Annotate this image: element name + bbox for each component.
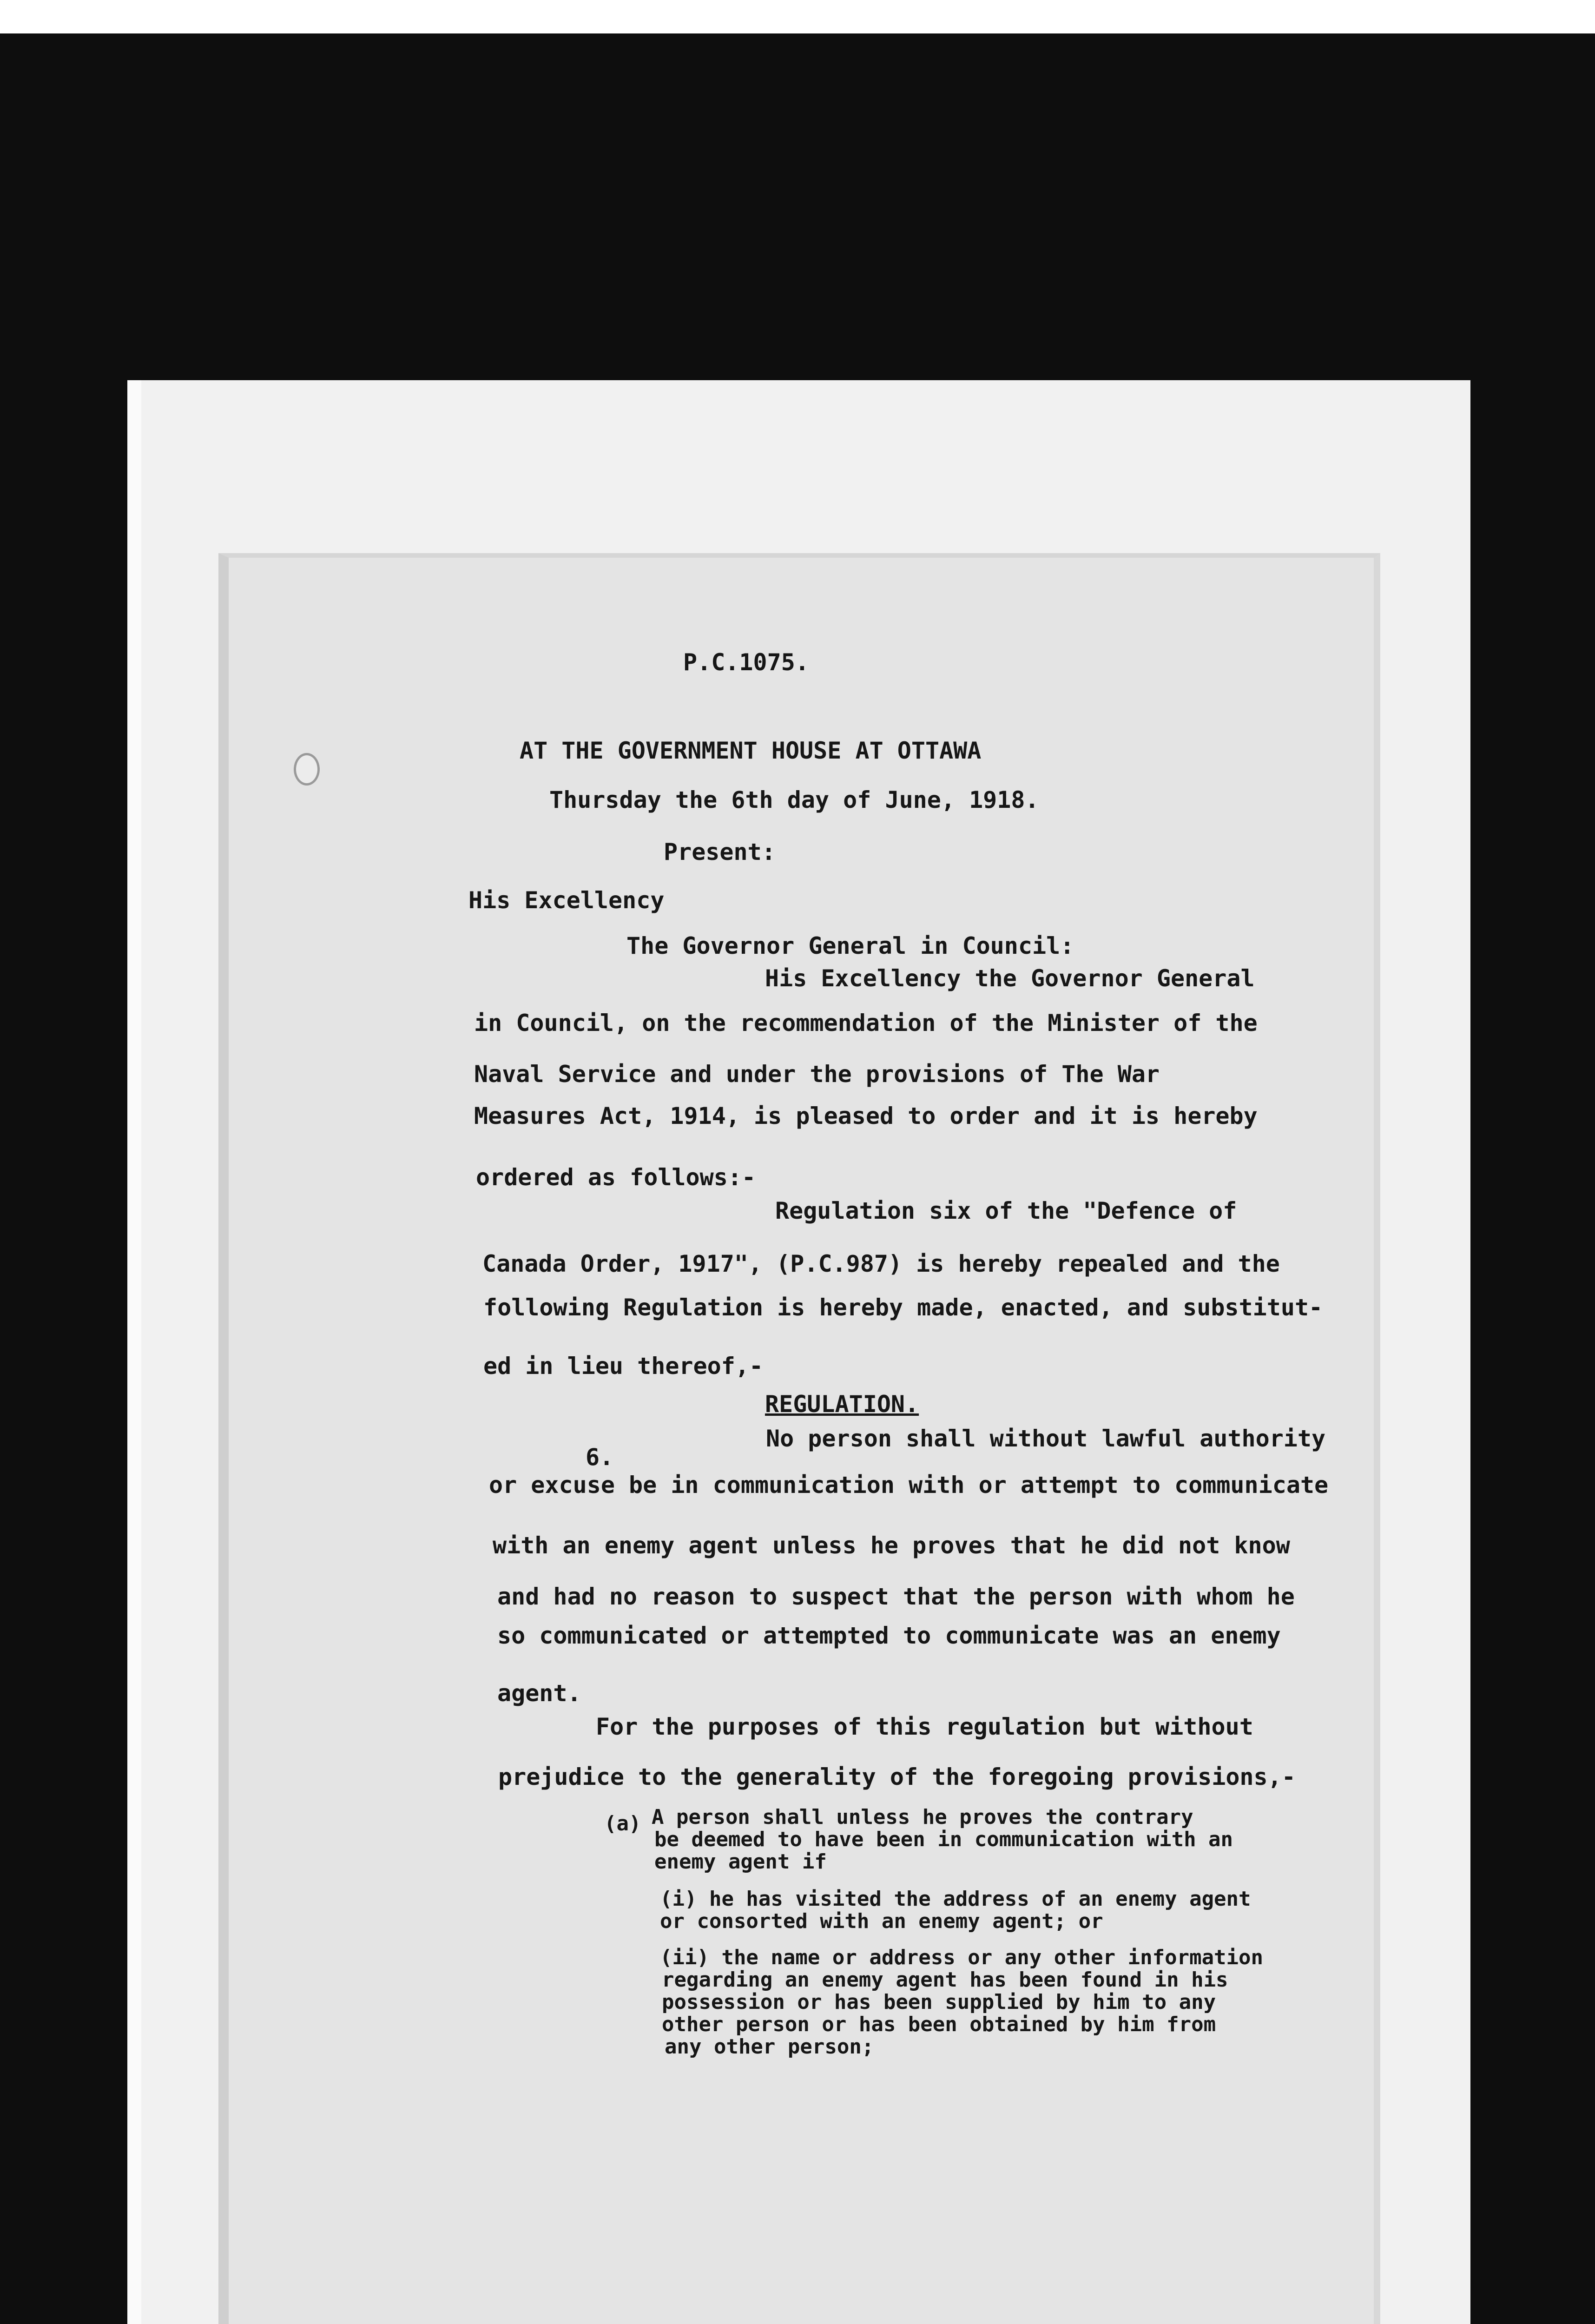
- regulation-line: and had no reason to suspect that the person with whom he: [497, 1583, 1295, 1610]
- sub-clause-ii-line: any other person;: [665, 2035, 874, 2059]
- regulation-line: with an enemy agent unless he proves that he did not know: [493, 1532, 1290, 1559]
- order-number: P.C.1075.: [683, 649, 809, 676]
- regulation-line: or excuse be in communication with or attempt to communicate: [489, 1472, 1329, 1499]
- place-line: AT THE GOVERNMENT HOUSE AT OTTAWA: [520, 737, 982, 764]
- body-line: Naval Service and under the provisions of The War: [474, 1061, 1160, 1088]
- body-line: His Excellency the Governor General: [765, 965, 1255, 992]
- purposes-line: For the purposes of this regulation but without: [596, 1713, 1253, 1740]
- sub-clause-ii-line: (ii) the name or address or any other information: [660, 1946, 1264, 1969]
- regulation-line: so communicated or attempted to communicate was an enemy: [497, 1622, 1281, 1649]
- date-line: Thursday the 6th day of June, 1918.: [549, 786, 1039, 813]
- purposes-line: prejudice to the generality of the foregoing provisions,-: [498, 1763, 1296, 1790]
- sub-clause-ii-line: regarding an enemy agent has been found in his: [662, 1968, 1228, 1992]
- punch-hole: [294, 753, 320, 786]
- sub-clause-ii-line: other person or has been obtained by him from: [662, 2013, 1216, 2036]
- sub-clause-ii-line: possession or has been supplied by him to any: [662, 1990, 1216, 2014]
- body-line: Measures Act, 1914, is pleased to order and it is hereby: [474, 1103, 1258, 1129]
- body-line: following Regulation is hereby made, enacted, and substitut-: [483, 1294, 1323, 1321]
- governor-in-council: The Governor General in Council:: [626, 932, 1074, 959]
- his-excellency: His Excellency: [468, 887, 665, 914]
- regulation-heading: REGULATION.: [765, 1391, 919, 1418]
- clause-a-label: (a): [604, 1812, 641, 1835]
- clause-a-line: enemy agent if: [654, 1850, 827, 1874]
- body-line: Regulation six of the "Defence of: [775, 1197, 1237, 1224]
- clause-a-line: be deemed to have been in communication with an: [654, 1828, 1233, 1851]
- present-label: Present:: [664, 838, 776, 865]
- body-line: ordered as follows:-: [476, 1164, 756, 1191]
- sub-clause-i-line: (i) he has visited the address of an enemy agent: [660, 1887, 1251, 1911]
- clause-a-line: A person shall unless he proves the contrary: [652, 1805, 1193, 1829]
- body-line: ed in lieu thereof,-: [483, 1353, 764, 1380]
- regulation-line: No person shall without lawful authority: [766, 1425, 1326, 1452]
- sub-clause-i-line: or consorted with an enemy agent; or: [660, 1909, 1103, 1933]
- body-line: in Council, on the recommendation of the Minister of the: [474, 1010, 1258, 1037]
- regulation-number: 6.: [586, 1444, 614, 1471]
- regulation-line: agent.: [497, 1680, 581, 1707]
- body-line: Canada Order, 1917", (P.C.987) is hereby repealed and the: [482, 1250, 1280, 1277]
